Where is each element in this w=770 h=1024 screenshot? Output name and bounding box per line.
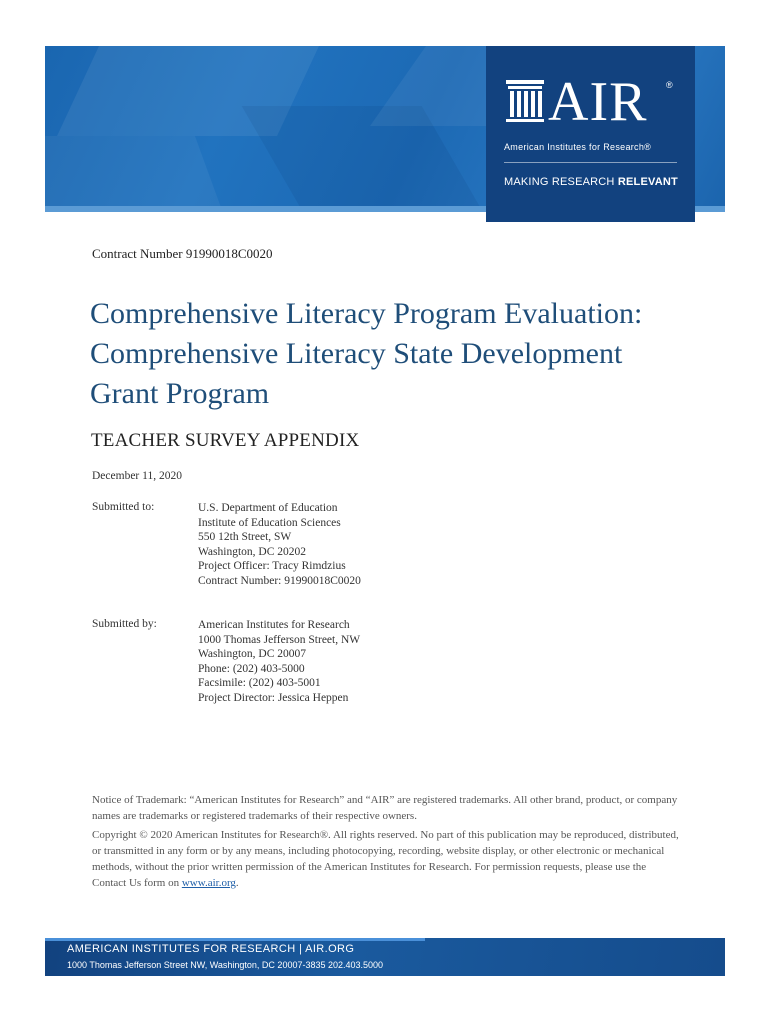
address-line: 1000 Thomas Jefferson Street, NW [198,633,361,646]
footer-organization: AMERICAN INSTITUTES FOR RESEARCH | AIR.ORG [67,943,355,955]
logo-subtitle: American Institutes for Research® [504,142,652,152]
logo-divider [504,162,677,163]
submitted-to-address [198,501,361,589]
address-line: Project Director: Jessica Heppen [198,691,349,704]
address-line: Phone: (202) 403-5000 [198,662,305,675]
copyright-end: . [235,877,239,889]
document-title: Comprehensive Literacy Program Evaluation: Comprehensive Literacy State Development Grant Program [90,297,643,410]
address-line: Contract Number: 91990018C0020 [198,574,361,587]
address-line: Project Officer: Tracy Rimdzius [198,560,346,573]
address-line: American Institutes for Research [198,619,350,631]
submitted-by-label: Submitted by: [92,618,157,630]
air-website-link[interactable]: www.air.org [181,877,236,889]
banner-facet [45,136,235,212]
submitted-to-label: Submitted to: [92,501,155,513]
address-line: Washington, DC 20202 [198,545,307,558]
registered-mark: ® [666,80,673,90]
air-logo [486,46,695,222]
submitted-by-address [198,618,360,706]
tagline-bold: RELEVANT [617,176,678,188]
contract-number: Contract Number 91990018C0020 [92,246,273,261]
footer-address: 1000 Thomas Jefferson Street NW, Washington, DC 20007-3835 202.403.5000 [67,960,384,970]
address-line: U.S. Department of Education [198,502,338,514]
footer-accent [45,938,425,941]
tagline-regular: MAKING RESEARCH [504,176,618,188]
tagline [504,176,678,188]
document-date: December 11, 2020 [92,470,182,482]
footer-bar [45,938,725,976]
logo-text: AIR [548,71,648,133]
document-subtitle: TEACHER SURVEY APPENDIX [91,430,360,451]
trademark-notice: Notice of Trademark: “American Institutes for Research” and “AIR” are registered trademarks. All other brand, product, or company names are trademarks or registered trademarks of their respective owners. [92,794,678,822]
copyright-notice [92,827,682,891]
address-line: Washington, DC 20007 [198,648,307,661]
address-line: Facsimile: (202) 403-5001 [198,677,321,690]
copyright-text: Copyright © 2020 American Institutes for Research®. All rights reserved. No part of this publication may be reproduced, distributed, or transmitted in any form or by any means, including photocopying, recording, website display, or other electronic or mechanical methods, without the prior written permission of the American Institutes for Research. For permission requests, please use the Contact Us form on [92,829,679,889]
columns-building-icon [506,80,544,126]
address-line: Institute of Education Sciences [198,516,341,529]
address-line: 550 12th Street, SW [198,531,292,544]
